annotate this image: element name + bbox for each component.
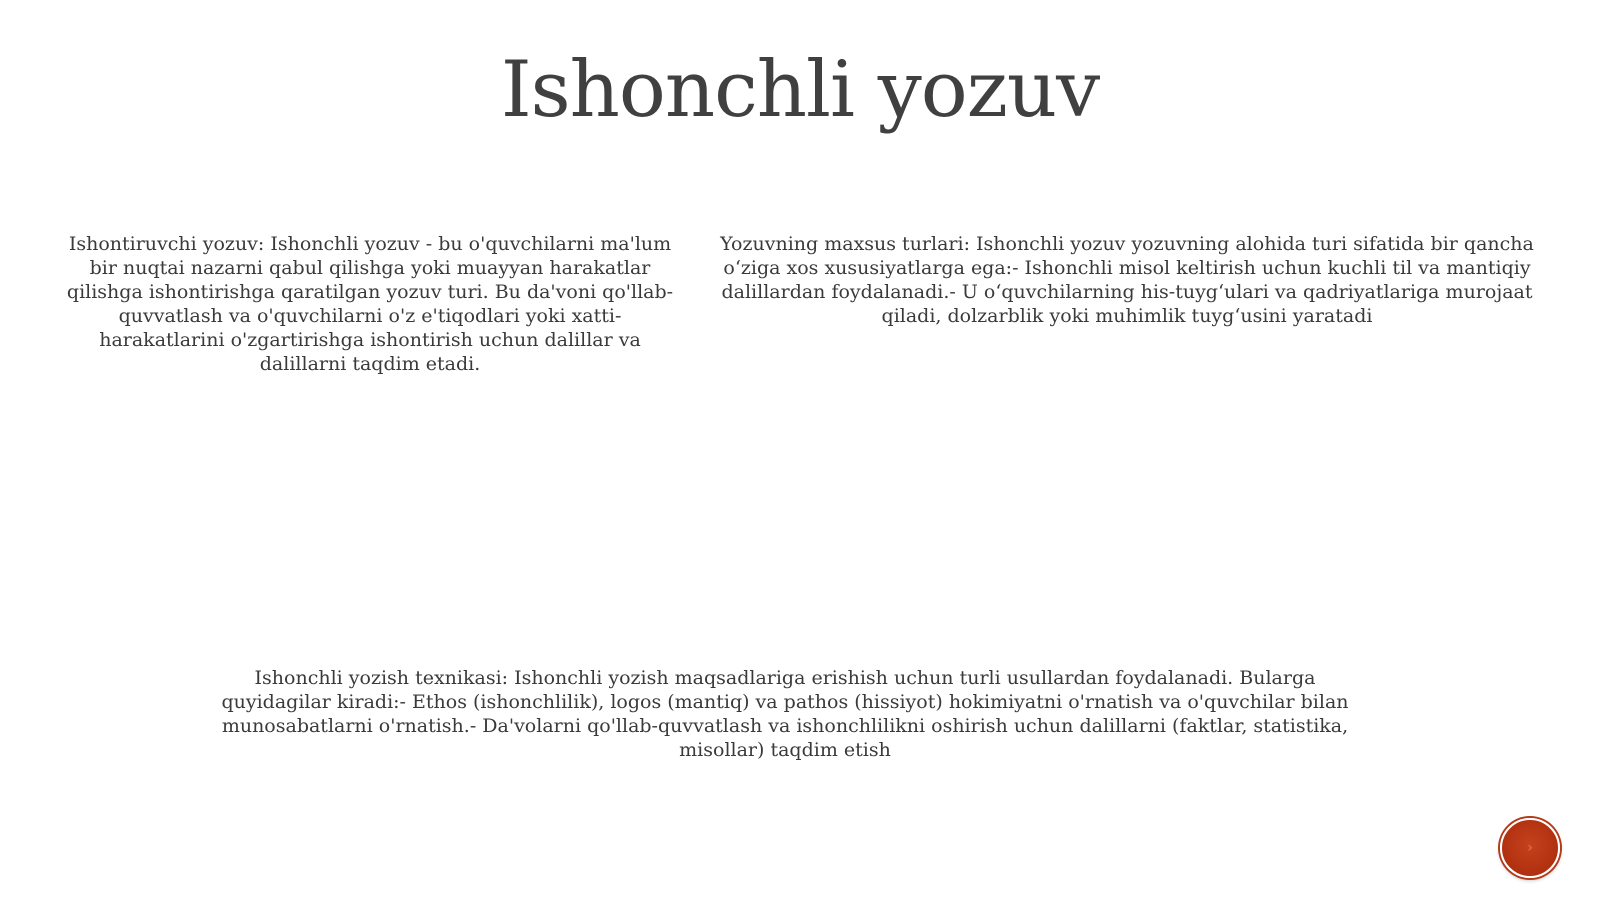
text-block-persuasive-writing: Ishontiruvchi yozuv: Ishonchli yozuv - bu o'quvchilarni ma'lum bir nuqtai nazarni qabul qilishga yoki muayyan harakatlar qilishga ishontirishga qaratilgan yozuv turi. Bu da'voni qo'llab-quvvatlash va o'quvchilarni o'z e'tiqodlari yoki xatti-harakatlarini o'zgartirishga ishontirish uchun dalillar va dalillarni taqdim etadi. (66, 233, 674, 375)
next-slide-button[interactable] (1500, 818, 1560, 878)
slide-title: Ishonchli yozuv (500, 45, 1100, 135)
text-block-techniques: Ishonchli yozish texnikasi: Ishonchli yozish maqsadlariga erishish uchun turli usullardan foydalanadi. Bularga quyidagilar kiradi:- Ethos (ishonchlilik), logos (mantiq) va pathos (hissiyot) hokimiyatni o'rnatish va o'quvchilar bilan munosabatlarni o'rnatish.- Da'volarni qo'llab-quvvatlash va ishonchlilikni oshirish uchun dalillarni (faktlar, statistika, misollar) taqdim etish (221, 667, 1349, 761)
next-arrow-icon: › (1527, 840, 1533, 856)
text-block-special-types: Yozuvning maxsus turlari: Ishonchli yozuv yozuvning alohida turi sifatida bir qancha o‘ziga xos xususiyatlarga ega:- Ishonchli misol keltirish uchun kuchli til va mantiqiy dalillardan foydalanadi.- U o‘quvchilarning his-tuyg‘ulari va qadriyatlariga murojaat qiladi, dolzarblik yoki muhimlik tuyg‘usini yaratadi (720, 233, 1534, 327)
